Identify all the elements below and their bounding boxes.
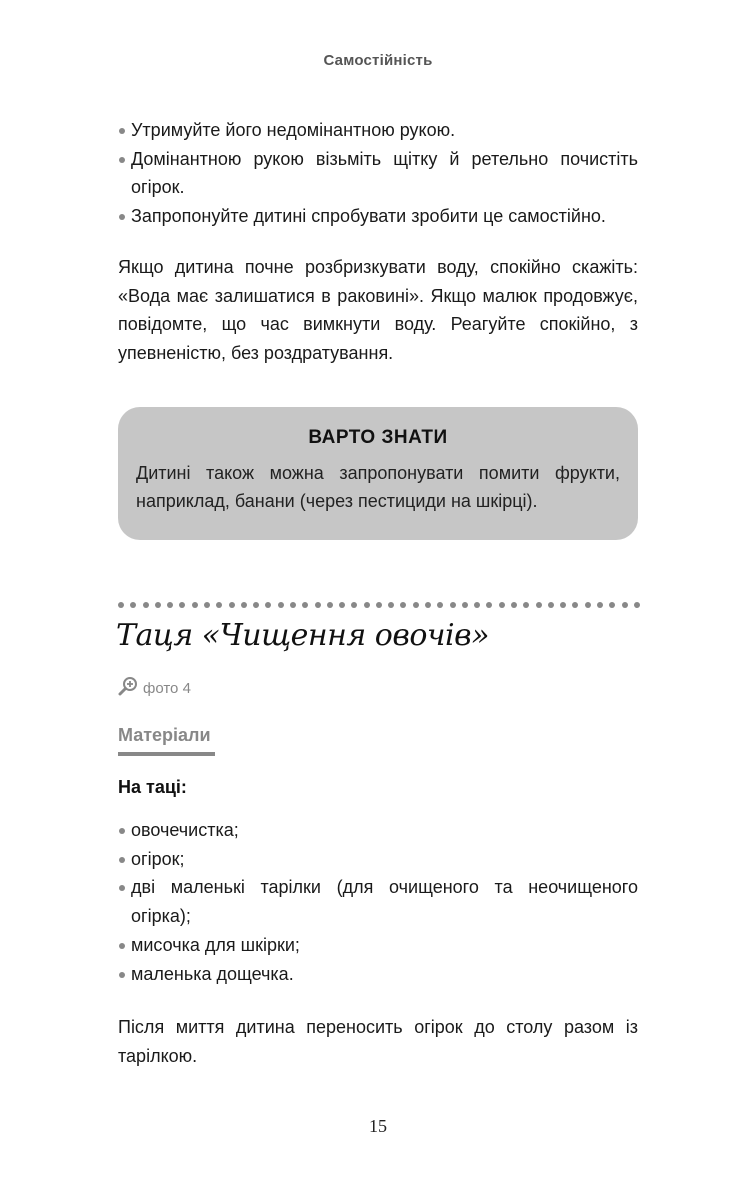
list-item: маленька дощечка.	[118, 960, 638, 989]
activity-title: Таця «Чищення овочів»	[116, 618, 489, 653]
body-paragraph: Якщо дитина почне розбризкувати воду, спокійно скажіть: «Вода має залишатися в раковині». Якщо малюк продовжує, повідомте, що час вимкнути воду. Реагуйте спокійно, з упевненістю, без роздратування.	[118, 257, 638, 363]
materials-heading: Матеріали	[118, 725, 211, 745]
materials-heading-underline	[118, 752, 215, 756]
list-item: Запропонуйте дитині спробувати зробити це самостійно.	[118, 202, 638, 231]
info-box	[118, 407, 638, 540]
photo-reference[interactable]	[118, 676, 191, 700]
list-item: дві маленькі тарілки (для очищеного та неочищеного огірка);	[118, 873, 638, 930]
page-number: 15	[369, 1116, 387, 1136]
list-item: мисочка для шкірки;	[118, 931, 638, 960]
photo-reference-label: фото 4	[143, 679, 191, 697]
zoom-in-icon	[118, 676, 138, 700]
info-box-title: ВАРТО ЗНАТИ	[308, 427, 448, 448]
info-box-text: Дитині також можна запропонувати помити фрукти, наприклад, банани (через пестициди на шкірці).	[136, 463, 620, 511]
closing-paragraph: Після миття дитина переносить огірок до столу разом із тарілкою.	[118, 1017, 638, 1066]
list-item: Домінантною рукою візьміть щітку й ретельно почистіть огірок.	[118, 145, 638, 202]
list-item: Утримуйте його недомінантною рукою.	[118, 116, 638, 145]
list-item: огірок;	[118, 845, 638, 874]
dotted-divider	[118, 602, 640, 610]
running-head: Самостійність	[323, 52, 433, 69]
steps-list	[118, 116, 638, 230]
tray-label: На таці:	[118, 777, 187, 797]
list-item: овочечистка;	[118, 816, 638, 845]
materials-list	[118, 816, 638, 988]
